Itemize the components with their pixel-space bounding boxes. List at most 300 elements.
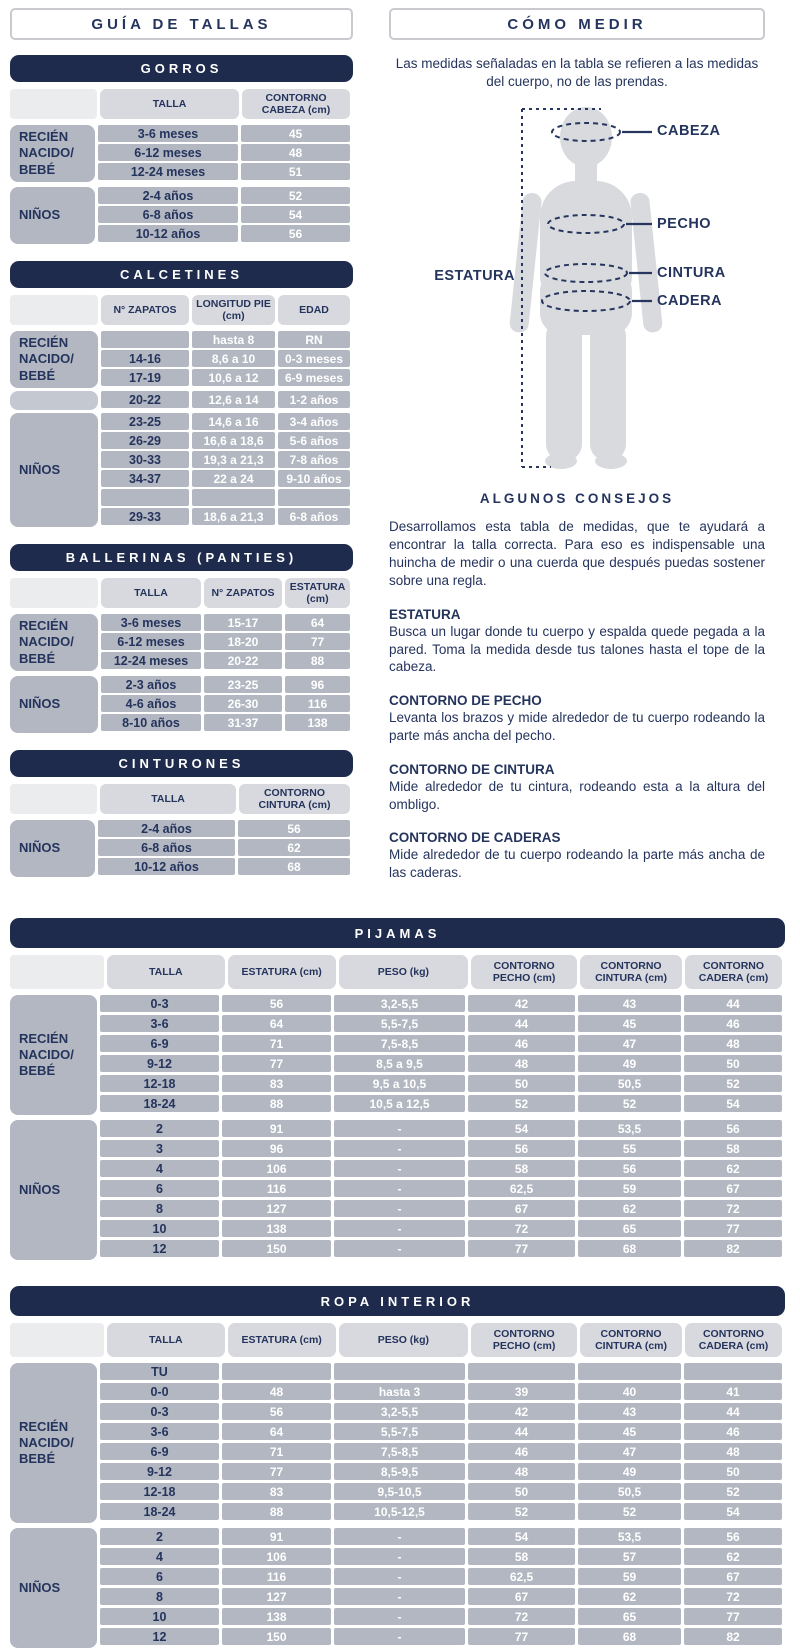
table-row (98, 187, 353, 206)
measure-section-heading: ESTATURA (389, 606, 461, 622)
table-cell: 2 (100, 1528, 219, 1545)
table-cell: 6 (100, 1180, 219, 1197)
table-cell: 48 (222, 1383, 331, 1400)
table-cell: 65 (578, 1608, 681, 1625)
corner-cell (10, 955, 104, 989)
table-cell: 8,6 a 10 (192, 350, 275, 367)
group-label: RECIÉN NACIDO/ BEBÉ (10, 331, 98, 388)
table-cell: 4 (100, 1548, 219, 1565)
como-medir-column (389, 8, 765, 894)
column-header: ESTATURA (cm) (228, 1323, 336, 1357)
section-title-bar-ballerinas: BALLERINAS (PANTIES) (10, 544, 353, 571)
table-cell: 47 (578, 1035, 681, 1052)
table-cell: 59 (578, 1568, 681, 1585)
table-cell: 3 (100, 1140, 219, 1157)
table-cell: 10,5-12,5 (334, 1503, 465, 1520)
table-row (98, 206, 353, 225)
column-header: TALLA (100, 784, 236, 814)
table-cell: 56 (222, 995, 331, 1012)
table-cell: 12-18 (100, 1483, 219, 1500)
table-cell: 96 (285, 676, 350, 693)
table-cell: 50 (684, 1055, 782, 1072)
table-row (100, 1588, 785, 1608)
table-cell: 44 (468, 1423, 575, 1440)
table-cell: - (334, 1608, 465, 1625)
table-row (100, 1503, 785, 1523)
table-cell: 138 (222, 1220, 331, 1237)
table-cell: 77 (468, 1628, 575, 1645)
table-row (98, 225, 353, 244)
measure-section-text: Busca un lugar donde tu cuerpo y espalda quede pegada a la pared. Toma la medida desde tus talones hasta el tope de la cabeza. (389, 623, 765, 675)
table-cell: 77 (468, 1240, 575, 1257)
table-cell: 3,2-5,5 (334, 1403, 465, 1420)
table-row (101, 633, 353, 652)
table-cell: 9,5-10,5 (334, 1483, 465, 1500)
table-cell: 48 (241, 144, 350, 161)
table-cell: 53,5 (578, 1528, 681, 1545)
table-cell: 9-12 (100, 1463, 219, 1480)
table-cell: 88 (285, 652, 350, 669)
cabeza-label: CABEZA (657, 123, 721, 140)
table-cell: 50 (468, 1483, 575, 1500)
table-cell: hasta 3 (334, 1383, 465, 1400)
table-cell: - (334, 1528, 465, 1545)
table-cell: 8 (100, 1588, 219, 1605)
table-cell: 52 (468, 1503, 575, 1520)
table-cell: 0-0 (100, 1383, 219, 1400)
table-row (100, 1240, 785, 1260)
table-cell: 3,2-5,5 (334, 995, 465, 1012)
table-cell: 62,5 (468, 1568, 575, 1585)
table-cell: 77 (222, 1463, 331, 1480)
table-row (101, 391, 353, 410)
table-cell: 2-4 años (98, 820, 235, 837)
group-label: NIÑOS (10, 1528, 97, 1648)
table-cell: 42 (468, 1403, 575, 1420)
table-cell: 65 (578, 1220, 681, 1237)
column-header: ESTATURA (cm) (285, 578, 350, 608)
group-label: NIÑOS (10, 413, 98, 527)
table-cell: 56 (684, 1120, 782, 1137)
group-rows (101, 676, 353, 733)
column-header: TALLA (107, 1323, 225, 1357)
table-group (10, 1528, 785, 1648)
measure-section-text: Mide alrededor de tu cintura, rodeando esta a la altura del ombligo. (389, 778, 765, 812)
table-cell: 31-37 (204, 714, 282, 731)
table-cell: TU (100, 1363, 219, 1380)
table-row (101, 508, 353, 527)
corner-cell (10, 578, 98, 608)
table-row (100, 1120, 785, 1140)
table-cell: 18-24 (100, 1095, 219, 1112)
table-cell: 52 (578, 1095, 681, 1112)
table-cell: 67 (684, 1180, 782, 1197)
table-cell: 6-12 meses (98, 144, 238, 161)
column-header: PESO (kg) (339, 955, 469, 989)
table-cell: 56 (684, 1528, 782, 1545)
table-group (10, 995, 785, 1115)
table-cell: 10-12 años (98, 858, 235, 875)
table-cell: 10-12 años (98, 225, 238, 242)
table-group (10, 413, 353, 527)
table-cell: 57 (578, 1548, 681, 1565)
table-row (100, 1015, 785, 1035)
table-cell (192, 489, 275, 506)
group-rows (98, 820, 353, 877)
table-cell: 127 (222, 1588, 331, 1605)
table-cell: 12 (100, 1240, 219, 1257)
table-row (101, 470, 353, 489)
table-cell: 20-22 (204, 652, 282, 669)
section-title-bar-pijamas: PIJAMAS (10, 918, 785, 948)
table-cell: - (334, 1120, 465, 1137)
group-label (10, 391, 98, 410)
table-cell: 6-12 meses (101, 633, 201, 650)
table-cell: 56 (578, 1160, 681, 1177)
table-cell: 20-22 (101, 391, 189, 408)
table-cell: 48 (468, 1055, 575, 1072)
table-cell: 1-2 años (278, 391, 350, 408)
table-row (100, 1075, 785, 1095)
group-rows (100, 1528, 785, 1648)
table-cell: 71 (222, 1035, 331, 1052)
table-row (98, 839, 353, 858)
table-cell: 43 (578, 995, 681, 1012)
table-cell: 8,5 a 9,5 (334, 1055, 465, 1072)
table-cell: 52 (578, 1503, 681, 1520)
table-cell: 26-30 (204, 695, 282, 712)
table-cell (101, 489, 189, 506)
table-row (100, 1140, 785, 1160)
table-cell: 67 (468, 1588, 575, 1605)
table-cell: 91 (222, 1120, 331, 1137)
table-cell: 77 (222, 1055, 331, 1072)
table-cell: 7,5-8,5 (334, 1443, 465, 1460)
table-row (100, 1220, 785, 1240)
table-calcetines (10, 261, 353, 527)
consejos-text: Desarrollamos esta tabla de medidas, que te ayudará a encontrar la talla correcta. Para eso es indispensable una huincha de medir o una cuerda que después puedas sostener sobre una regla. (389, 519, 765, 588)
table-cell: - (334, 1220, 465, 1237)
table-cell: 3-6 meses (98, 125, 238, 142)
table-cell: 3-6 (100, 1423, 219, 1440)
table-cell: 52 (684, 1483, 782, 1500)
table-cell: - (334, 1180, 465, 1197)
table-cell: 55 (578, 1140, 681, 1157)
table-cell: 54 (468, 1528, 575, 1545)
table-row (101, 489, 353, 508)
table-cell: 34-37 (101, 470, 189, 487)
column-header: EDAD (278, 295, 350, 325)
table-cell: 15-17 (204, 614, 282, 631)
table-cell: 2 (100, 1120, 219, 1137)
table-cell: 48 (684, 1443, 782, 1460)
table-cell: 30-33 (101, 451, 189, 468)
column-header-row (10, 89, 353, 119)
table-cell: 50 (468, 1075, 575, 1092)
table-cell: 88 (222, 1095, 331, 1112)
table-cell: 68 (238, 858, 350, 875)
column-header: CONTORNO CINTURA (cm) (580, 1323, 682, 1357)
table-cell: 116 (222, 1180, 331, 1197)
table-cell: - (334, 1628, 465, 1645)
table-cell: 9-10 años (278, 470, 350, 487)
table-cell: 54 (684, 1095, 782, 1112)
column-header-row (10, 784, 353, 814)
table-cell: 3-6 meses (101, 614, 201, 631)
table-cell: 0-3 (100, 995, 219, 1012)
table-row (100, 1443, 785, 1463)
table-cell: 41 (684, 1383, 782, 1400)
group-rows (101, 413, 353, 527)
table-cell: 72 (468, 1220, 575, 1237)
table-cell (468, 1363, 575, 1380)
table-group (10, 125, 353, 182)
table-row (101, 614, 353, 633)
column-header: CONTORNO PECHO (cm) (471, 1323, 577, 1357)
corner-cell (10, 89, 97, 119)
table-cell: 77 (684, 1608, 782, 1625)
table-cell: 9-12 (100, 1055, 219, 1072)
measure-section-text: Levanta los brazos y mide alrededor de tu cuerpo rodeando la parte más ancha del pecho. (389, 710, 765, 743)
table-cell: 116 (285, 695, 350, 712)
group-rows (100, 1120, 785, 1260)
table-cell: 77 (684, 1220, 782, 1237)
table-cell: 8-10 años (101, 714, 201, 731)
table-group (10, 820, 353, 877)
section-title-bar-calcetines: CALCETINES (10, 261, 353, 288)
table-cell: 67 (468, 1200, 575, 1217)
table-group (10, 1363, 785, 1523)
column-header: N° ZAPATOS (101, 295, 189, 325)
table-cell: 46 (684, 1015, 782, 1032)
table-cell: 82 (684, 1240, 782, 1257)
table-cell: 43 (578, 1403, 681, 1420)
table-cell: 150 (222, 1240, 331, 1257)
table-cell: 50,5 (578, 1483, 681, 1500)
measure-section-heading: CONTORNO DE PECHO (389, 693, 542, 709)
table-row (100, 1035, 785, 1055)
table-cell: 45 (578, 1015, 681, 1032)
table-cell: 6 (100, 1568, 219, 1585)
table-cell: 42 (468, 995, 575, 1012)
table-cinturones (10, 750, 353, 877)
child-silhouette-shape (509, 107, 663, 469)
column-header: LONGITUD PIE (cm) (192, 295, 275, 325)
table-cell: 10 (100, 1608, 219, 1625)
table-row (100, 1180, 785, 1200)
table-cell: 67 (684, 1568, 782, 1585)
table-cell: 62,5 (468, 1180, 575, 1197)
table-cell: 71 (222, 1443, 331, 1460)
cadera-label: CADERA (657, 293, 723, 310)
table-cell: 26-29 (101, 432, 189, 449)
table-cell: 82 (684, 1628, 782, 1645)
group-rows (98, 125, 353, 182)
table-cell: - (334, 1140, 465, 1157)
table-cell: 52 (684, 1075, 782, 1092)
table-cell: - (334, 1200, 465, 1217)
column-header: CONTORNO CADERA (cm) (685, 955, 782, 989)
table-cell: 4 (100, 1160, 219, 1177)
column-header: TALLA (101, 578, 201, 608)
section-title-bar-ropa-interior: ROPA INTERIOR (10, 1286, 785, 1316)
table-cell: 5,5-7,5 (334, 1015, 465, 1032)
table-row (100, 1548, 785, 1568)
table-cell: 46 (684, 1423, 782, 1440)
group-label: RECIÉN NACIDO/ BEBÉ (10, 614, 98, 671)
table-cell: 3-6 (100, 1015, 219, 1032)
table-row (100, 1483, 785, 1503)
table-cell (278, 489, 350, 506)
table-cell: 7-8 años (278, 451, 350, 468)
table-row (101, 676, 353, 695)
size-tables-column (10, 8, 353, 894)
table-cell: 56 (468, 1140, 575, 1157)
table-row (101, 695, 353, 714)
table-cell: 52 (468, 1095, 575, 1112)
table-row (100, 1363, 785, 1383)
table-cell: 0-3 (100, 1403, 219, 1420)
group-rows (100, 1363, 785, 1523)
page-title-como-medir: CÓMO MEDIR (389, 8, 765, 40)
table-row (100, 1608, 785, 1628)
column-header: N° ZAPATOS (204, 578, 282, 608)
table-cell: 6-8 años (98, 206, 238, 223)
table-cell: 83 (222, 1075, 331, 1092)
column-header: TALLA (100, 89, 239, 119)
table-cell: - (334, 1548, 465, 1565)
column-header: CONTORNO CABEZA (cm) (242, 89, 350, 119)
table-cell: 47 (578, 1443, 681, 1460)
estatura-label: ESTATURA (434, 268, 515, 285)
table-cell: 3-4 años (278, 413, 350, 430)
table-row (100, 1568, 785, 1588)
table-cell: 14,6 a 16 (192, 413, 275, 430)
column-header: CONTORNO CINTURA (cm) (239, 784, 350, 814)
table-group (10, 676, 353, 733)
table-cell: 6-9 meses (278, 369, 350, 386)
table-cell: 16,6 a 18,6 (192, 432, 275, 449)
pecho-label: PECHO (657, 216, 712, 233)
como-medir-intro: Las medidas señaladas en la tabla se refieren a las medidas del cuerpo, no de las prendas. (395, 56, 759, 90)
table-cell: 106 (222, 1548, 331, 1565)
column-header: CONTORNO CINTURA (cm) (580, 955, 682, 989)
table-row (98, 125, 353, 144)
table-cell: 23-25 (101, 413, 189, 430)
table-cell: 23-25 (204, 676, 282, 693)
measure-section-pecho (389, 693, 765, 745)
table-cell: 44 (684, 995, 782, 1012)
page-title-guia-de-tallas: GUÍA DE TALLAS (10, 8, 353, 40)
table-cell: 56 (241, 225, 350, 242)
group-label: RECIÉN NACIDO/ BEBÉ (10, 125, 95, 182)
column-header-row (10, 1323, 785, 1357)
table-cell: 77 (285, 633, 350, 650)
column-header-row (10, 955, 785, 989)
table-cell: 17-19 (101, 369, 189, 386)
table-cell: 49 (578, 1463, 681, 1480)
table-cell: 45 (241, 125, 350, 142)
measure-section-estatura (389, 607, 765, 676)
table-cell: 72 (684, 1200, 782, 1217)
table-cell: RN (278, 331, 350, 348)
body-measurement-diagram (389, 97, 765, 479)
table-cell: 18-24 (100, 1503, 219, 1520)
table-cell: 7,5-8,5 (334, 1035, 465, 1052)
table-cell: 10,6 a 12 (192, 369, 275, 386)
table-cell: 83 (222, 1483, 331, 1500)
table-cell: - (334, 1588, 465, 1605)
table-row (100, 1463, 785, 1483)
group-label: RECIÉN NACIDO/ BEBÉ (10, 995, 97, 1115)
group-label: NIÑOS (10, 676, 98, 733)
table-cell: 44 (684, 1403, 782, 1420)
column-header: TALLA (107, 955, 225, 989)
table-cell: 6-9 (100, 1443, 219, 1460)
table-row (101, 350, 353, 369)
table-cell: 46 (468, 1035, 575, 1052)
table-row (98, 858, 353, 877)
table-cell: 18-20 (204, 633, 282, 650)
table-cell: 9,5 a 10,5 (334, 1075, 465, 1092)
table-cell: 72 (684, 1588, 782, 1605)
table-row (98, 144, 353, 163)
table-cell: 54 (241, 206, 350, 223)
table-cell: 51 (241, 163, 350, 180)
table-cell: hasta 8 (192, 331, 275, 348)
table-cell: 62 (578, 1200, 681, 1217)
group-rows (98, 187, 353, 244)
table-cell: 6-8 años (278, 508, 350, 525)
table-cell: 52 (241, 187, 350, 204)
group-rows (100, 995, 785, 1115)
table-row (100, 1383, 785, 1403)
consejos-title: ALGUNOS CONSEJOS (479, 491, 675, 507)
table-cell (222, 1363, 331, 1380)
measure-section-caderas (389, 830, 765, 882)
column-header: CONTORNO CADERA (cm) (685, 1323, 782, 1357)
table-cell: 54 (684, 1503, 782, 1520)
diagram-graphics (389, 97, 765, 479)
table-cell: 19,3 a 21,3 (192, 451, 275, 468)
table-cell: 44 (468, 1015, 575, 1032)
group-label: NIÑOS (10, 187, 95, 244)
table-cell: 50 (684, 1463, 782, 1480)
table-row (100, 1160, 785, 1180)
table-cell: 88 (222, 1503, 331, 1520)
table-row (100, 1095, 785, 1115)
table-cell: 127 (222, 1200, 331, 1217)
corner-cell (10, 295, 98, 325)
table-row (100, 995, 785, 1015)
table-cell: 53,5 (578, 1120, 681, 1137)
table-cell: 54 (468, 1120, 575, 1137)
table-cell: 116 (222, 1568, 331, 1585)
table-row (101, 432, 353, 451)
table-cell: 39 (468, 1383, 575, 1400)
table-cell: 0-3 meses (278, 350, 350, 367)
table-group (10, 391, 353, 410)
table-cell (684, 1363, 782, 1380)
table-cell: 56 (222, 1403, 331, 1420)
corner-cell (10, 1323, 104, 1357)
table-cell: 50,5 (578, 1075, 681, 1092)
table-cell: 40 (578, 1383, 681, 1400)
table-cell: 106 (222, 1160, 331, 1177)
table-cell: 22 a 24 (192, 470, 275, 487)
table-cell: 12,6 a 14 (192, 391, 275, 408)
table-cell: 150 (222, 1628, 331, 1645)
